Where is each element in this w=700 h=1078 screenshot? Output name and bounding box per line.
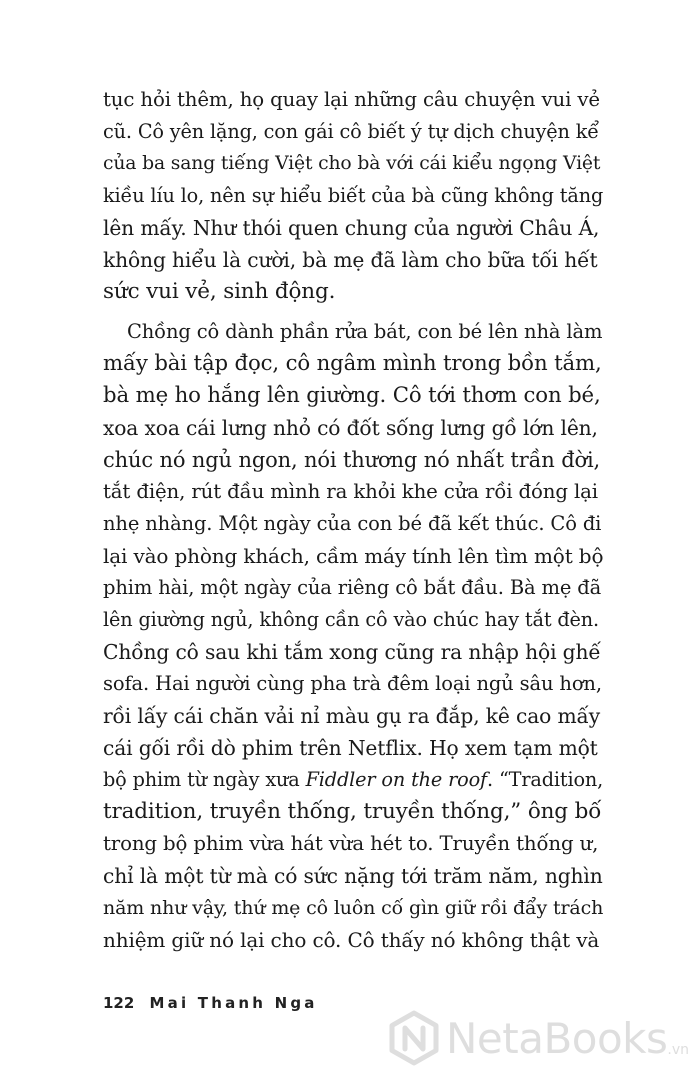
netabooks-logo-icon [388, 1010, 440, 1066]
text-line: tradition, truyền thống, truyền thống,” ông bố [103, 799, 602, 824]
text-line: tục hỏi thêm, họ quay lại những câu chuyện vui vẻ [103, 88, 600, 111]
text-line: nhiệm giữ nó lại cho cô. Cô thấy nó không thật và [103, 928, 600, 952]
text-line: Chồng cô sau khi tắm xong cũng ra nhập hội ghế [103, 640, 601, 664]
text-line: không hiểu là cười, bà mẹ đã làm cho bữa tối hết [103, 248, 598, 272]
film-title: Fiddler on the roof [305, 768, 488, 791]
page-footer [103, 994, 318, 1012]
text-line: sofa. Hai người cùng pha trà đêm loại ngủ sâu hơn, [103, 672, 602, 695]
text-line: kiều líu lo, nên sự hiểu biết của bà cũng không tăng [103, 184, 604, 207]
watermark-suffix: .vn [667, 1042, 689, 1058]
text-line: chúc nó ngủ ngon, nói thương nó nhất trần đời, [103, 448, 601, 472]
text-line-with-title [103, 764, 603, 796]
text-line: của ba sang tiếng Việt cho bà với cái kiểu ngọng Việt [103, 153, 601, 174]
text-line: chỉ là một từ mà có sức nặng tới trăm năm, nghìn [103, 864, 603, 888]
text-line: xoa xoa cái lưng nhỏ có đốt sống lưng gồ lớn lên, [103, 416, 598, 440]
watermark [388, 1006, 689, 1070]
text-line: nhẹ nhàng. Một ngày của con bé đã kết thúc. Cô đi [103, 512, 602, 535]
author-name: Mai Thanh Nga [149, 994, 318, 1012]
text-line: sức vui vẻ, sinh động. [103, 279, 336, 304]
text-line: bà mẹ ho hắng lên giường. Cô tới thơm con bé, [103, 383, 601, 408]
text-line: rồi lấy cái chăn vải nỉ màu gụ ra đắp, kê cao mấy [103, 704, 601, 728]
text-line: mấy bài tập đọc, cô ngâm mình trong bồn tắm, [103, 351, 602, 376]
text-segment: bộ phim từ ngày xưa [103, 768, 306, 791]
text-line: năm như vậy, thứ mẹ cô luôn cố gìn giữ rồi đẩy trách [103, 897, 604, 919]
text-line: phim hài, một ngày của riêng cô bắt đầu. Bà mẹ đã [103, 576, 602, 599]
text-line: Chồng cô dành phần rửa bát, con bé lên nhà làm [127, 320, 603, 343]
text-line: cũ. Cô yên lặng, con gái cô biết ý tự dịch chuyện kể [103, 120, 599, 143]
page-number: 122 [103, 994, 135, 1012]
text-segment: . “Tradition, [487, 768, 604, 791]
text-line: lên giường ngủ, không cần cô vào chúc hay tắt đèn. [103, 608, 600, 631]
text-line: cái gối rồi dò phim trên Netflix. Họ xem tạm một [103, 736, 598, 760]
text-line: tắt điện, rút đầu mình ra khỏi khe cửa rồi đóng lại [103, 480, 598, 503]
text-line: lên mấy. Như thói quen chung của người Châu Á, [103, 216, 600, 240]
watermark-brand: NetaBooks [446, 1013, 668, 1063]
text-line: lại vào phòng khách, cầm máy tính lên tìm một bộ [103, 544, 604, 568]
text-line: trong bộ phim vừa hát vừa hét to. Truyền thống ư, [103, 832, 599, 855]
